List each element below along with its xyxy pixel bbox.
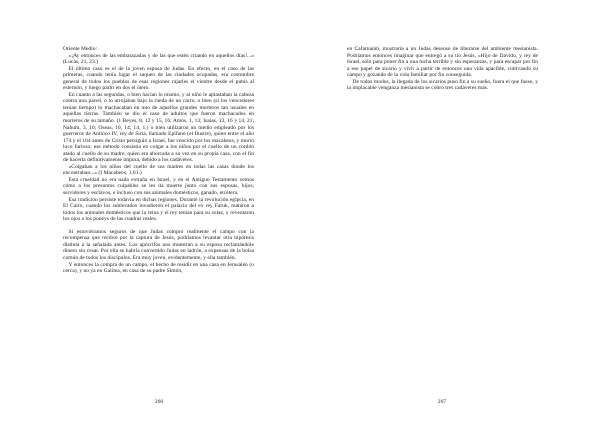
paragraph: Oriente Medio: <box>63 46 98 52</box>
paragraph: Esta crueldad no era nada extraña en Israel, y en el Antiguo Testamento vemos cómo a los presuntos culpables se les da muerte junto con sus esposas, hijos, servidores y esclavos, e incluso con sus animales domésticos, ganado, etcétera. <box>63 176 254 197</box>
paragraph: Esa tradición persiste todavía en dichas regiones. Durante la revolución egipcia, en El Cairo, cuando los sublevados invadieron el palacio del ex rey Faruk, mataron a todos los animales domésticos que la reina y el rey tenían para su solaz, y reventaron los ojos a los poneys de las cuadras reales. <box>63 196 254 223</box>
right-page-number: 267 <box>437 399 447 405</box>
paragraph: en Cafarnaúm, mostraría a un Judas deseoso de liberarse del ambiente mesianista. Podríamos entonces imaginar que entregó a su tío Jesús, «Hijo de Davido, y rey de Israel, sólo para poner fin a una lucha terrible y sin esperanzas, y para escapar por fin a ese papel de sicario y vivir a partir de entonces una vida apacible, cultivando su campo y gozando de la vida familiar por fin conseguida. <box>347 46 538 79</box>
paragraph: «¡Ay entonces de las embarazadas y de las que estén criando en aquellos días!...» (Lucas, 21, 23.) <box>63 52 254 66</box>
paragraph: El último caso es el de la joven esposa de Judas. En efecto, en el caso de las primeras, cuando tenía lugar el saqueo de las ciudades ocupadas, era costumbre general de todos los pueblos de esas regiones rajarles el vientre desde el pubis al esternón, y luego partir en dos el útero. <box>63 65 254 92</box>
paragraph: Si estuviéramos seguros de que Judas compró realmente el campo con la recompensa que recibió por la captura de Jesús, podríamos levantar otra hipótesis distinta a la señalada antes. Los apócrifos nos muestran a su esposa reclamándole dinero sin cesar. Por ella se habría convertido Judas en ladrón, a expensas de la bolsa común de todos los discípulos. Era muy joven, evidentemente, y ella también. <box>63 228 254 261</box>
paragraph: De todos modos, la llegada de los sicarios puso fin a su sueño, fuera el que fuese, y la implacable venganza mesianista se cobró tres cadáveres más. <box>347 78 538 92</box>
right-page-text <box>347 46 538 92</box>
paragraph: Y entonces la compra de un campo, el hecho de residir en una casa en Jerusalén (o cerca), y no ya en Galilea, en casa de su padre Simón, <box>63 261 254 275</box>
paragraph: «Colgaban a los niños del cuello de sus madres en todas las casas donde los encontraban...» (I Macabeos, 1,61.) <box>63 163 254 177</box>
left-page-text <box>63 46 254 275</box>
paragraph: En cuanto a las segundas, o bien hacían lo mismo, y al niño le aplastaban la cabeza contra una pared, o lo arrojaban bajo la rueda de un carro, o bien (si los vencedores tenían tiempo) lo machacaban en uno de aquellos grandes morteros tan usuales en aquellas tierras. También se dio el caso de adultos que fueron machacados en morteros de su tamaño. (1 Reyes, 8, 12 y 15, 16; Amós, 1, 13; Isaías, 13, 16 y 14, 21; Nahum, 3, 10; Oseas, 10, 14; 14, 1.) o bien utilizaron un medio empleado por los guerreros de Antioco IV, rey de Siria, llamado Epífano (el Ilustre), quien entre el año 174 y el 164 antes de Cristo persiguió a Israel, fue vencido por los macabeos, y murió loco furioso; ese método consistía en colgar a los niños por el cuello de un cordón atado al cuello de su madre, quien era ahorcada a su vez en su propia casa, con el fin de hacerla definitivamente impura, debido a los cadáveres. <box>63 91 254 164</box>
left-page-number: 266 <box>154 399 164 405</box>
right-page <box>300 0 600 426</box>
